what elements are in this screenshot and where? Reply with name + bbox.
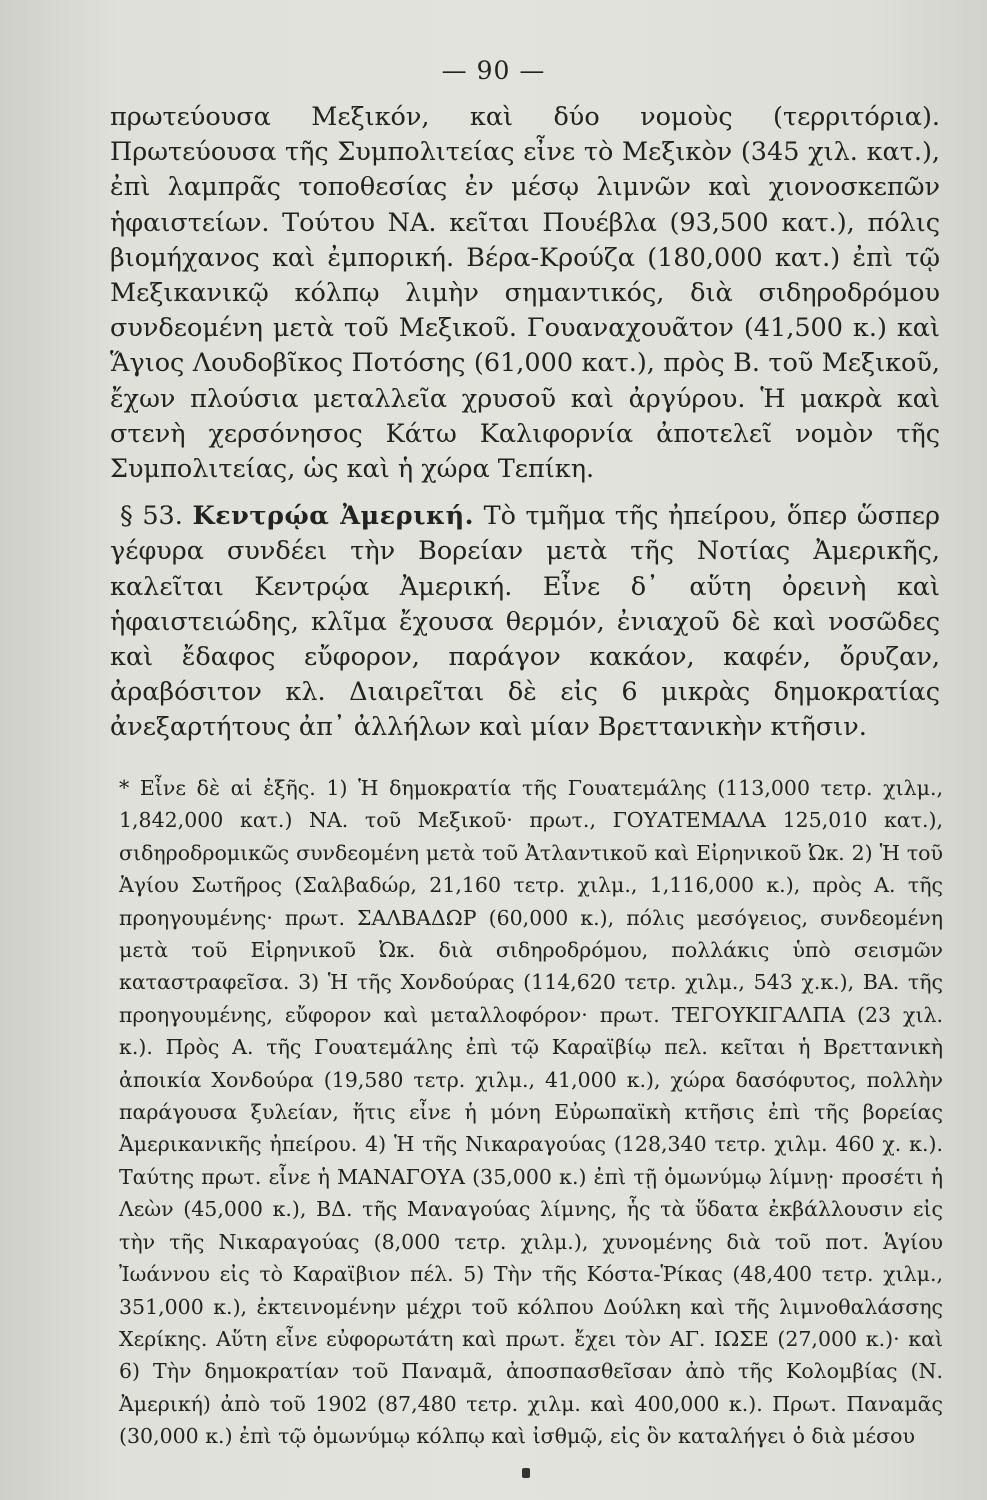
section-heading: Κεντρῴα Ἀμερική. [192, 501, 474, 532]
paragraph-central-america [110, 499, 940, 745]
main-text [110, 100, 940, 746]
footnote-text: * Εἶνε δὲ αἱ ἑξῆς. 1) Ἡ δημοκρατία τῆς Γουατεμάλης (113,000 τετρ. χιλμ., 1,842,000 κατ.) ΝΑ. τοῦ Μεξικοῦ· πρωτ., ΓΟΥΑΤΕΜΑΛΑ 125,010 κατ.), σιδηροδρομικῶς συνδεομένη μετὰ τοῦ Ἀτλαντικοῦ καὶ Εἰρηνικοῦ Ὠκ. 2) Ἡ τοῦ Ἁγίου Σωτῆρος (Σαλβαδώρ, 21,160 τετρ. χιλμ., 1,116,000 κ.), πρὸς Α. τῆς προηγουμένης· πρωτ. ΣΑΛΒΑΔΩΡ (60,000 κ.), πόλις μεσόγειος, συνδεομένη μετὰ τοῦ Εἰρηνικοῦ Ὠκ. διὰ σιδηροδρόμου, πολλάκις ὑπὸ σεισμῶν καταστραφεῖσα. 3) Ἡ τῆς Χονδούρας (114,620 τετρ. χιλμ., 543 χ.κ.), ΒΑ. τῆς προηγουμένης, εὔφορον καὶ μεταλλοφόρον· πρωτ. ΤΕΓΟΥΚΙΓΑΛΠΑ (23 χιλ. κ.). Πρὸς Α. τῆς Γουατεμάλης ἐπὶ τῷ Καραϊβίῳ πελ. κεῖται ἡ Βρεττανικὴ ἀποικία Χονδούρα (19,580 τετρ. χιλμ., 41,000 κ.), χώρα δασόφυτος, πολλὴν παράγουσα ξυλείαν, ἥτις εἶνε ἡ μόνη Εὐρωπαϊκὴ κτῆσις ἐπὶ τῆς βορείας Ἀμερικανικῆς ἠπείρου. 4) Ἡ τῆς Νικαραγούας (128,340 τετρ. χιλμ. 460 χ. κ.). Ταύτης πρωτ. εἶνε ἡ ΜΑΝΑΓΟΥΑ (35,000 κ.) ἐπὶ τῇ ὁμωνύμῳ λίμνῃ· προσέτι ἡ Λεὼν (45,000 κ.), ΒΔ. τῆς Μαναγούας λίμνης, ἧς τὰ ὕδατα ἐκβάλλουσιν εἰς τὴν τῆς Νικαραγούας (8,000 τετρ. χιλμ.), χυνομένης διὰ τοῦ ποτ. Ἁγίου Ἰωάννου εἰς τὸ Καραϊβιον πέλ. 5) Τὴν τῆς Κόστα-Ῥίκας (48,400 τετρ. χιλμ., 351,000 κ.), ἐκτεινομένην μέχρι τοῦ κόλπου Δούλκη καὶ τῆς λιμνοθαλάσσης Χερίκης. Αὕτη εἶνε εὐφορωτάτη καὶ πρωτ. ἔχει τὸν ΑΓ. ΙΩΣΕ (27,000 κ.)· καὶ 6) Τὴν δημοκρατίαν τοῦ Παναμᾶ, ἀποσπασθεῖσαν ἀπὸ τῆς Κολομβίας (Ν. Ἀμερική) ἀπὸ τοῦ 1902 (87,480 τετρ. χιλμ. καὶ 400,000 κ.). Πρωτ. Παναμᾶς (30,000 κ.) ἐπὶ τῷ ὁμωνύμῳ κόλπῳ καὶ ἰσθμῷ, εἰς ὃν καταλήγει ὁ διὰ μέσου [119, 776, 943, 1449]
section-number: § 53. [120, 501, 183, 532]
printer-mark [522, 1468, 530, 1478]
page-number: — 90 — [441, 56, 546, 85]
section-body: Τὸ τμῆμα τῆς ἠπείρου, ὅπερ ὥσπερ γέφυρα συνδέει τὴν Βορείαν μετὰ τῆς Νοτίας Ἀμερικῆς, καλεῖται Κεντρῴα Ἀμερική. Εἶνε δ᾽ αὕτη ὀρεινὴ καὶ ἡφαιστειώδης, κλῖμα ἔχουσα θερμόν, ἐνιαχοῦ δὲ καὶ νοσῶδες καὶ ἔδαφος εὔφορον, παράγον κακάον, καφέν, ὄρυζαν, ἀραβόσιτον κλ. Διαιρεῖται δὲ εἰς 6 μικρὰς δημοκρατίας ἀνεξαρτήτους ἀπ᾽ ἀλλήλων καὶ μίαν Βρεττανικὴν κτῆσιν. [110, 501, 940, 743]
paragraph-mexico: πρωτεύουσα Μεξικόν, καὶ δύο νομοὺς (τερριτόρια). Πρωτεύουσα τῆς Συμπολιτείας εἶνε τὸ Μεξικὸν (345 χιλ. κατ.), ἐπὶ λαμπρᾶς τοποθεσίας ἐν μέσῳ λιμνῶν καὶ χιονοσκεπῶν ἡφαιστείων. Τούτου ΝΑ. κεῖται Πουέβλα (93,500 κατ.), πόλις βιομήχανος καὶ ἐμπορική. Βέρα-Κρούζα (180,000 κατ.) ἐπὶ τῷ Μεξικανικῷ κόλπῳ λιμὴν σημαντικός, διὰ σιδηροδρόμου συνδεομένη μετὰ τοῦ Μεξικοῦ. Γουαναχουᾶτον (41,500 κ.) καὶ Ἅγιος Λουδοβῖκος Ποτόσης (61,000 κατ.), πρὸς Β. τοῦ Μεξικοῦ, ἔχων πλούσια μεταλλεῖα χρυσοῦ καὶ ἀργύρου. Ἡ μακρὰ καὶ στενὴ χερσόνησος Κάτω Καλιφορνία ἀποτελεῖ νομὸν τῆς Συμπολιτείας, ὡς καὶ ἡ χώρα Τεπίκη. [110, 102, 940, 485]
footnote [105, 772, 943, 1453]
